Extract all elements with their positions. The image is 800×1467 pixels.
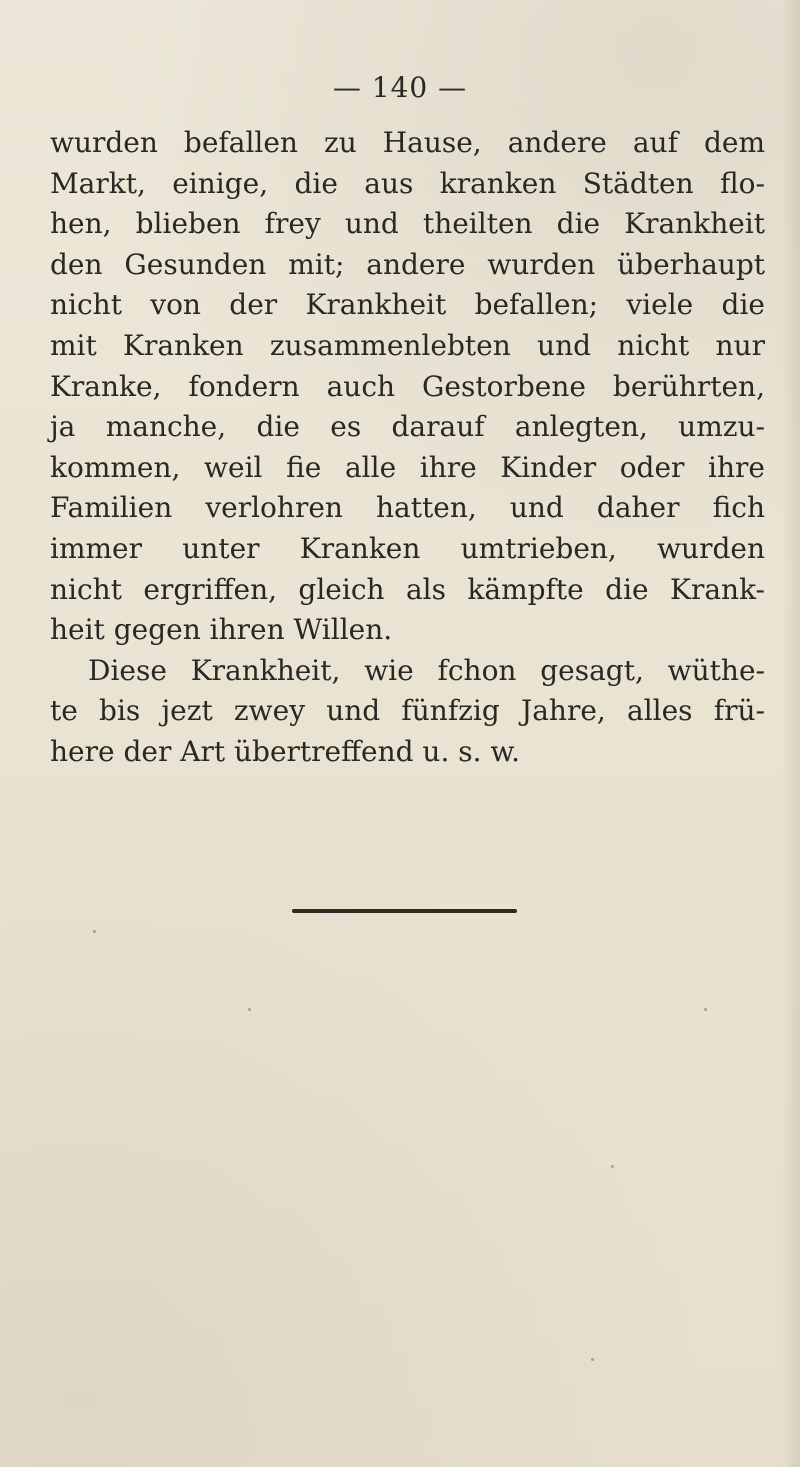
text-line: heit gegen ihren Willen. xyxy=(50,613,393,647)
text-line: here der Art übertreffend u. s. w. xyxy=(50,734,520,768)
text-line: mit Kranken zusammenlebten und nicht nur xyxy=(50,328,765,362)
text-line: immer unter Kranken umtrieben, wurden xyxy=(50,531,765,565)
text-line: nicht ergriffen, gleich als kämpfte die Krank- xyxy=(50,572,765,606)
paper-speck xyxy=(611,1165,614,1168)
text-line: wurden befallen zu Hause, andere auf dem xyxy=(50,126,765,159)
text-line: Familien verlohren hatten, und daher fich xyxy=(50,491,765,525)
section-end-rule xyxy=(292,909,517,913)
text-line: hen, blieben frey und theilten die Krankheit xyxy=(50,207,765,241)
text-line: Kranke, fondern auch Gestorbene berührten, xyxy=(50,369,765,403)
paper-speck xyxy=(93,930,96,933)
paper-speck xyxy=(704,1008,707,1011)
page-edge-shadow xyxy=(782,0,800,1467)
text-line: kommen, weil fie alle ihre Kinder oder ihre xyxy=(50,450,765,484)
paper-speck xyxy=(591,1358,594,1361)
text-line: den Gesunden mit; andere wurden überhaupt xyxy=(50,247,765,281)
text-line: Markt, einige, die aus kranken Städten flo- xyxy=(50,166,765,200)
page-body-text xyxy=(50,123,765,773)
page-number: — 140 — xyxy=(332,71,468,104)
text-line: Diese Krankheit, wie fchon gesagt, wüthe- xyxy=(88,653,765,687)
text-line: nicht von der Krankheit befallen; viele die xyxy=(50,288,765,322)
text-line: ja manche, die es darauf anlegten, umzu- xyxy=(50,410,765,444)
paper-speck xyxy=(248,1008,251,1011)
text-line: te bis jezt zwey und fünfzig Jahre, alles frü- xyxy=(50,694,765,728)
